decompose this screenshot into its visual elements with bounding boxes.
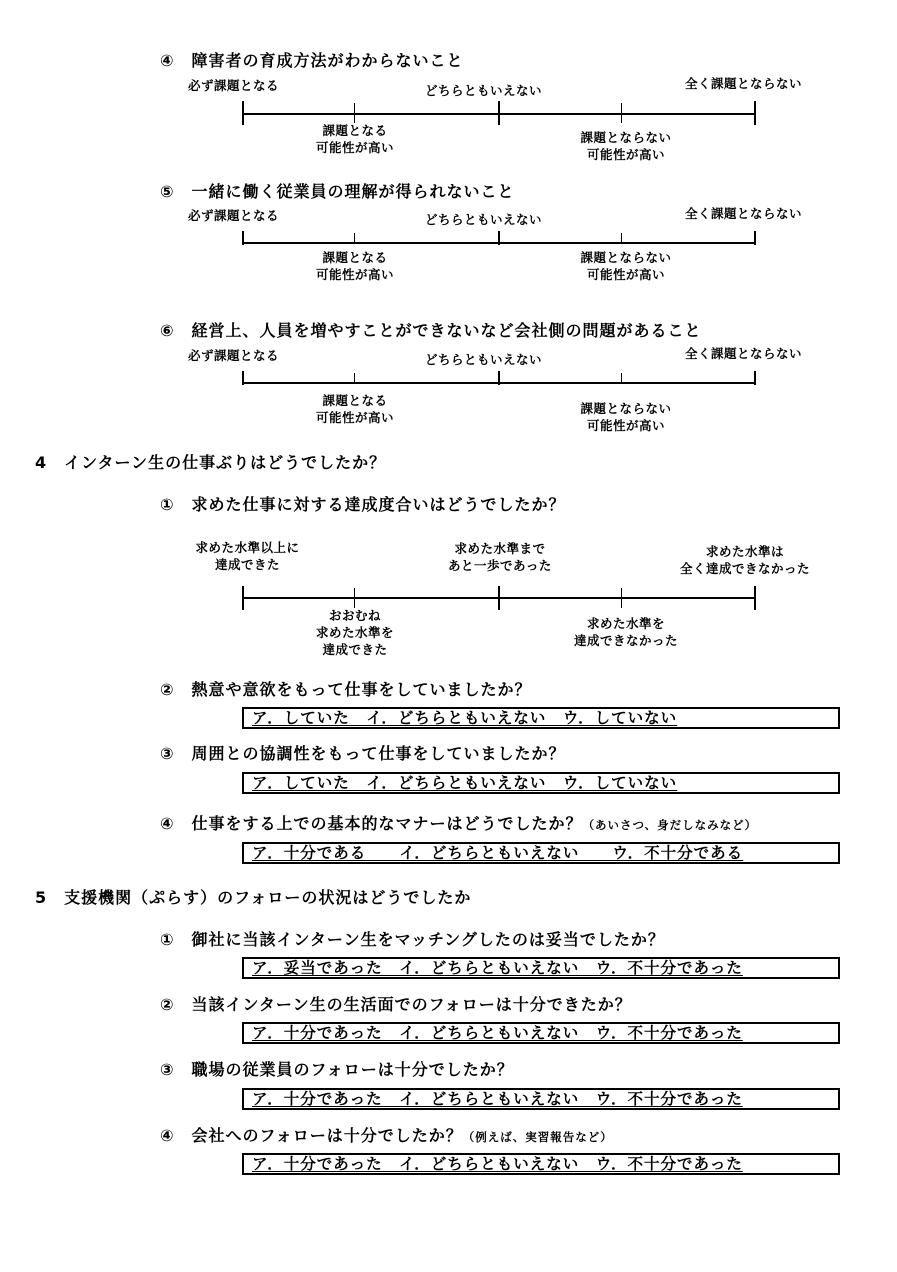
s4-scale-right-mid-label (556, 615, 696, 649)
s5-q3-options-box[interactable]: ア．十分であった イ．どちらともいえない ウ．不十分であった (242, 1088, 840, 1110)
scale-left-label: 必ず課題となる (188, 208, 280, 223)
s5-q3-title: ③ 職場の従業員のフォローは十分でしたか？ (160, 1060, 514, 1079)
scale-right-mid-line2: 可能性が高い (586, 267, 665, 282)
s4-scale-left-label (180, 539, 315, 573)
s4-scale-left-mid-label (300, 607, 410, 658)
s4-scale-right-label (660, 543, 830, 577)
scale-right-label: 全く課題とならない (685, 206, 803, 221)
s4-scale-right-mid-line1: 求めた水準を (586, 616, 665, 631)
scale-left-mid-line2: 可能性が高い (315, 410, 394, 425)
s5-q2-title: ② 当該インターン生の生活面でのフォローは十分できたか？ (160, 995, 632, 1014)
scale-right-mid-line1: 課題とならない (580, 401, 672, 416)
q3-item5-title: ⑤ 一緒に働く従業員の理解が得られないこと (160, 182, 515, 201)
s4-q3-title: ③ 周囲との協調性をもって仕事をしていましたか？ (160, 744, 566, 763)
s4-scale-center-label (430, 540, 570, 574)
scale-right-label: 全く課題とならない (685, 76, 803, 91)
scale-right-mid-line2: 可能性が高い (586, 418, 665, 433)
s4-scale-left-line1: 求めた水準以上に (195, 540, 300, 555)
s4-scale-left-mid-line2: 求めた水準を (315, 625, 394, 640)
s4-q3-options-box[interactable]: ア．していた イ．どちらともいえない ウ．していない (242, 772, 840, 794)
scale-left-mid-label (305, 122, 405, 156)
s4-scale-left-line2: 達成できた (214, 557, 280, 572)
s5-q2-options-box[interactable]: ア．十分であった イ．どちらともいえない ウ．不十分であった (242, 1022, 840, 1044)
scale-left-mid-line1: 課題となる (322, 123, 388, 138)
s4-scale-center-line2: あと一歩であった (448, 558, 552, 573)
s4-scale-right-line1: 求めた水準は (705, 544, 784, 559)
scale-right-mid-label (568, 249, 684, 283)
scale-right-mid-line1: 課題とならない (580, 250, 672, 265)
q3-item4-title: ④ 障害者の育成方法がわからないこと (160, 51, 464, 70)
s4-scale-left-mid-line3: 達成できた (322, 642, 388, 657)
scale-center-label: どちらともいえない (425, 83, 543, 98)
s4-q1-title: ① 求めた仕事に対する達成度合いはどうでしたか？ (160, 495, 566, 514)
s4-q4-options-box[interactable]: ア．十分である イ．どちらともいえない ウ．不十分である (242, 842, 840, 864)
scale-right-mid-line1: 課題とならない (580, 130, 672, 145)
s4-q4-title (160, 811, 757, 834)
s4-q4-text: ④ 仕事をする上での基本的なマナーはどうでしたか？ (160, 814, 583, 833)
scale-right-mid-label (568, 129, 684, 163)
s5-q4-options-box[interactable]: ア．十分であった イ．どちらともいえない ウ．不十分であった (242, 1153, 840, 1175)
s4-scale-right-mid-line2: 達成できなかった (573, 633, 678, 648)
s4-scale-right-line2: 全く達成できなかった (679, 561, 810, 576)
scale-left-label: 必ず課題となる (188, 78, 280, 93)
s4-scale-left-mid-line1: おおむね (328, 608, 381, 623)
scale-center-label: どちらともいえない (425, 352, 543, 367)
scale-left-mid-line1: 課題となる (322, 393, 388, 408)
scale-right-mid-label (568, 400, 684, 434)
scale-left-mid-label (305, 392, 405, 426)
scale-left-mid-line2: 可能性が高い (315, 267, 394, 282)
scale-center-label: どちらともいえない (425, 212, 543, 227)
scale-left-mid-line2: 可能性が高い (315, 140, 394, 155)
section5-title: 5 支援機関（ぷらす）のフォローの状況はどうでしたか (35, 888, 472, 907)
s5-q4-text: ④ 会社へのフォローは十分でしたか？ (160, 1126, 463, 1145)
s5-q1-options-box[interactable]: ア．妥当であった イ．どちらともいえない ウ．不十分であった (242, 957, 840, 979)
scale-left-mid-label (305, 249, 405, 283)
q3-item6-title: ⑥ 経営上、人員を増やすことができないなど会社側の問題があること (160, 321, 702, 340)
scale-right-mid-line2: 可能性が高い (586, 147, 665, 162)
s4-q2-title: ② 熱意や意欲をもって仕事をしていましたか？ (160, 680, 532, 699)
s5-q4-note: （例えば、実習報告など） (462, 1130, 613, 1144)
section4-title: 4 インターン生の仕事ぶりはどうでしたか？ (35, 453, 387, 472)
s4-q4-note: （あいさつ、身だしなみなど） (582, 818, 758, 832)
s4-q2-options-box[interactable]: ア．していた イ．どちらともいえない ウ．していない (242, 707, 840, 729)
s5-q1-title: ① 御社に当該インターン生をマッチングしたのは妥当でしたか？ (160, 930, 665, 949)
scale-left-mid-line1: 課題となる (322, 250, 388, 265)
scale-right-label: 全く課題とならない (685, 346, 803, 361)
scale-left-label: 必ず課題となる (188, 348, 280, 363)
s5-q4-title (160, 1123, 613, 1146)
s4-scale-center-line1: 求めた水準まで (454, 541, 546, 556)
